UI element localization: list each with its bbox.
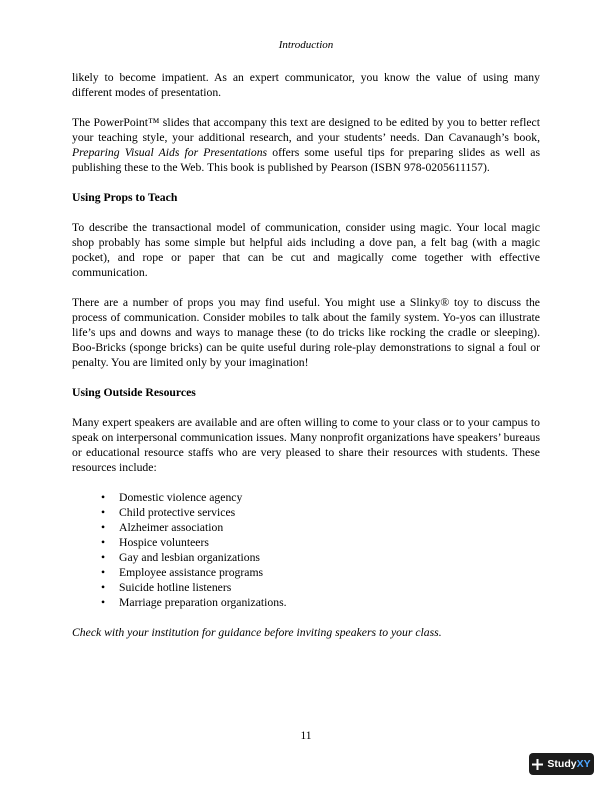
resources-paragraph: Many expert speakers are available and are often willing to come to your class or to your campus to speak on interpersonal communication issues. Many nonprofit organizations have speakers’ bureaus or educational resource staffs who are very pleased to share their resources with students. These resources include: [72, 416, 540, 474]
resources-list [72, 490, 540, 610]
resource-item-text: Hospice volunteers [119, 536, 209, 549]
bullet-icon: • [101, 566, 106, 579]
resource-item-text: Alzheimer association [119, 521, 224, 534]
badge-brand-main: Study [547, 758, 577, 770]
powerpoint-text-start: The PowerPoint™ slides that accompany this text are designed to be edited by you to better reflect your teaching style, your additional research, and your students’ needs. Dan Cavanaugh’s book, [72, 116, 540, 144]
resource-item [72, 580, 540, 595]
resource-item [72, 490, 540, 505]
resource-item [72, 505, 540, 520]
closing-note: Check with your institution for guidance before inviting speakers to your class. [72, 626, 442, 639]
props-paragraph-1: To describe the transactional model of communication, consider using magic. Your local magic shop probably has some simple but helpful aids including a dove pan, a felt bag (with a magic pocket), and rope or paper that can be cut and magically come together with effective communication. [72, 221, 540, 279]
resource-item [72, 535, 540, 550]
resource-item-text: Marriage preparation organizations. [119, 596, 287, 609]
props-section [72, 190, 540, 370]
bullet-icon: • [101, 581, 106, 594]
body-text [72, 70, 540, 655]
resource-item [72, 565, 540, 580]
badge-brand [547, 758, 590, 770]
resource-item-text: Domestic violence agency [119, 491, 243, 504]
resource-item-text: Child protective services [119, 506, 236, 519]
powerpoint-text-end: offers some useful tips for preparing slides as well as publishing these to the Web. This book is published by Pearson (ISBN 978-0205611157). [72, 146, 540, 174]
bullet-icon: • [101, 536, 106, 549]
running-header: Introduction [278, 39, 334, 51]
powerpoint-paragraph [72, 115, 540, 175]
resource-item-text: Employee assistance programs [119, 566, 264, 579]
resource-item-text: Gay and lesbian organizations [119, 551, 260, 564]
resource-item [72, 550, 540, 565]
studyxy-badge[interactable] [529, 753, 594, 775]
book-title: Preparing Visual Aids for Presentations [72, 146, 268, 159]
badge-brand-accent: XY [576, 758, 591, 770]
page-number: 11 [300, 730, 312, 742]
intro-paragraph: likely to become impatient. As an expert communicator, you know the value of using many different modes of presentation. [72, 71, 540, 99]
resource-item [72, 595, 540, 610]
bullet-icon: • [101, 596, 106, 609]
plus-icon [532, 759, 543, 770]
bullet-icon: • [101, 491, 106, 504]
bullet-icon: • [101, 506, 106, 519]
bullet-icon: • [101, 551, 106, 564]
resource-item [72, 520, 540, 535]
resources-section [72, 385, 540, 640]
resource-item-text: Suicide hotline listeners [119, 581, 232, 594]
props-paragraph-2: There are a number of props you may find useful. You might use a Slinky® toy to discuss the process of communication. Consider mobiles to talk about the family system. Yo-yos can illustrate life’s ups and downs and ways to manage these (to do tricks like rocking the cradle or sleeping). Boo-Bricks (sponge bricks) can be quite useful during role-play demonstrations to signal a foul or penalty. You are limited only by your imagination! [72, 296, 540, 369]
resources-heading: Using Outside Resources [72, 386, 196, 399]
props-heading: Using Props to Teach [72, 191, 178, 204]
bullet-icon: • [101, 521, 106, 534]
